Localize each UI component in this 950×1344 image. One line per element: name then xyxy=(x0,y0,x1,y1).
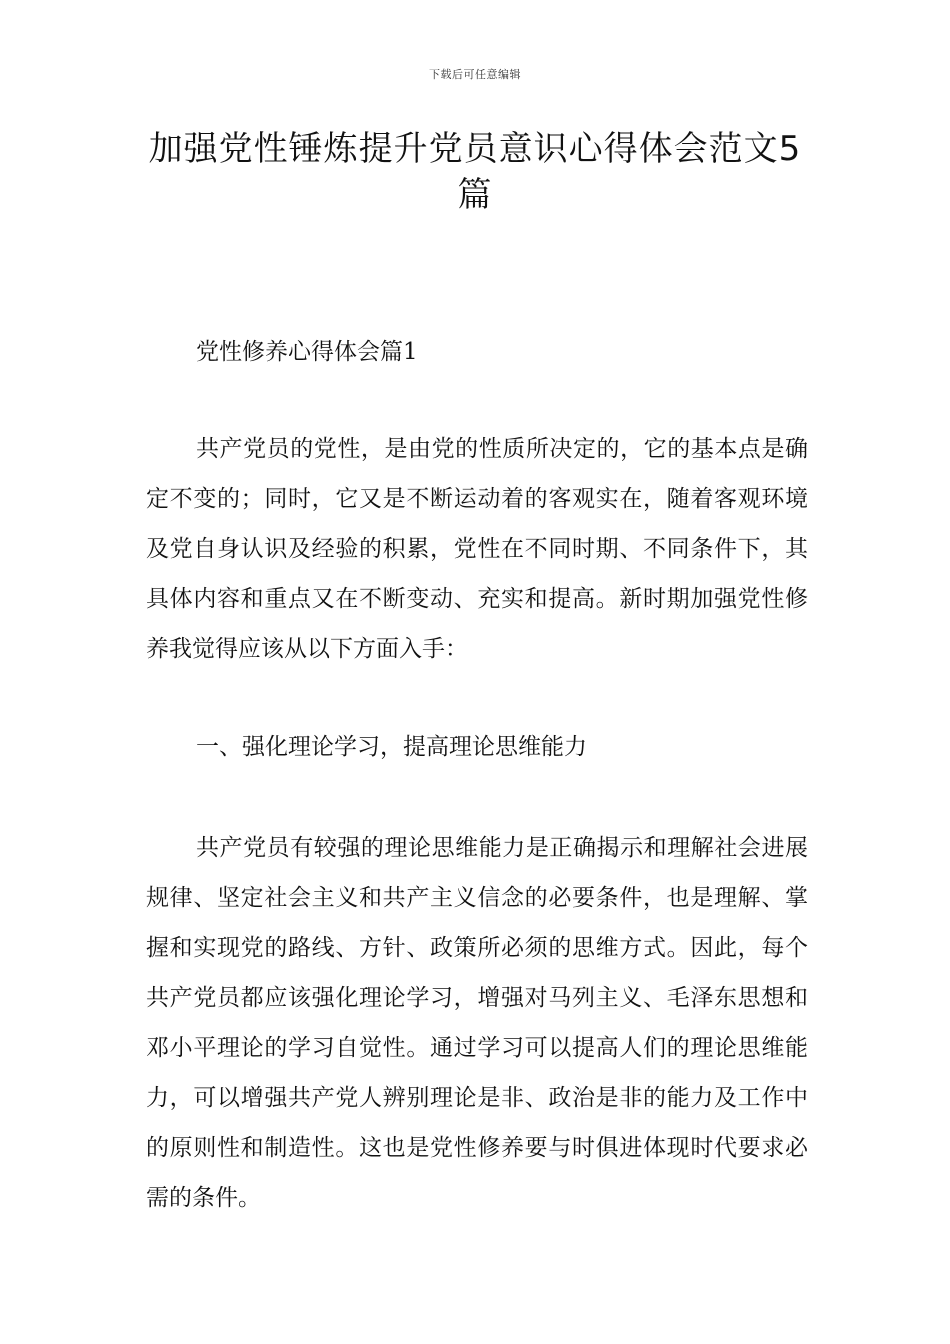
section-heading: 党性修养心得体会篇1 xyxy=(196,339,418,365)
body-paragraph-1: 共产党员的党性，是由党的性质所决定的，它的基本点是确定不变的；同时，它又是不断运动着的客观实在，随着客观环境及党自身认识及经验的积累，党性在不同时期、不同条件下，其具体内容和重点又在不断变动、充实和提高。新时期加强党性修养我觉得应该从以下方面入手： xyxy=(146,436,808,662)
document-title: 加强党性锤炼提升党员意识心得体会范文5篇 xyxy=(148,129,802,215)
header-note: 下载后可任意编辑 xyxy=(429,68,521,81)
subheading-1: 一、强化理论学习，提高理论思维能力 xyxy=(196,734,587,760)
body-paragraph-2: 共产党员有较强的理论思维能力是正确揭示和理解社会进展规律、坚定社会主义和共产主义信念的必要条件，也是理解、掌握和实现党的路线、方针、政策所必须的思维方式。因此，每个共产党员都应该强化理论学习，增强对马列主义、毛泽东思想和邓小平理论的学习自觉性。通过学习可以提高人们的理论思维能力，可以增强共产党人辨别理论是非、政治是非的能力及工作中的原则性和制造性。这也是党性修养要与时俱进体现时代要求必需的条件。 xyxy=(146,835,808,1211)
